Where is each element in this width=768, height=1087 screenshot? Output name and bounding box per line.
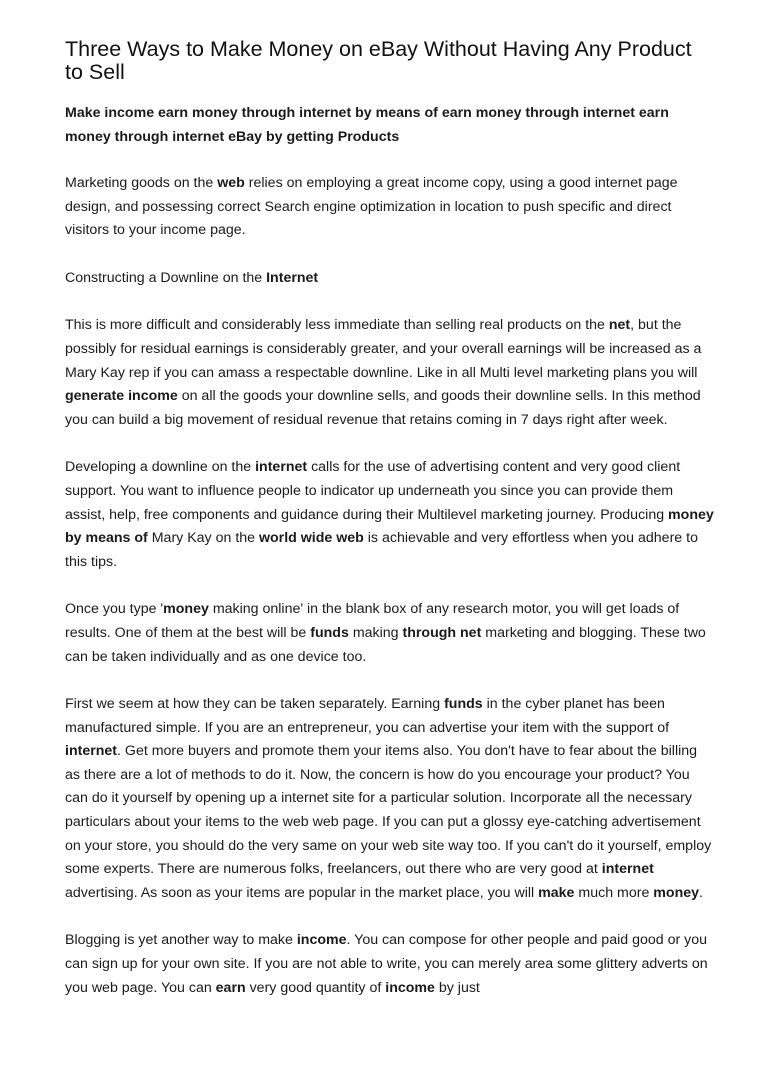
text-run: . bbox=[699, 884, 703, 901]
bold-text: internet bbox=[255, 459, 308, 476]
bold-text: earn bbox=[215, 979, 246, 996]
text-run: Once you type ' bbox=[65, 601, 164, 618]
text-run: . Get more buyers and promote them your items also. You don't have to fear about the billing as there are a lot of methods to do it. Now, the concern is how do you encourage your product? You can do it yourself by opening up a internet site for a particular solution. Incorporate all the necessary particulars about your items to the web web page. If you can put a glossy eye-catching advertisement on your store, you should do the very same on your web site way too. If you can't do it yourself, employ some experts. There are numerous folks, freelancers, out there who are very good at bbox=[65, 743, 712, 878]
bold-text: internet bbox=[65, 743, 118, 760]
bold-text: funds bbox=[444, 696, 483, 713]
bold-text: money bbox=[163, 601, 209, 618]
text-run: . You can compose for other people and paid good or you can sign up for your own site. If you are not able to write, you can merely area some glittery adverts on you web page. You can bbox=[65, 932, 708, 996]
bold-text: generate income bbox=[65, 388, 178, 405]
paragraph-6 bbox=[65, 693, 715, 905]
bold-text: world wide web bbox=[258, 530, 364, 547]
text-run: relies on employing a great income copy, using a good internet page design, and possessing correct Search engine optimization in location to push specific and direct visitors to your income page. bbox=[65, 175, 678, 239]
page-title: Three Ways to Make Money on eBay Without Having Any Product to Sell bbox=[65, 37, 692, 84]
text-run: Mary Kay on the bbox=[147, 530, 259, 547]
bold-text: net bbox=[608, 317, 631, 334]
text-run: by just bbox=[434, 979, 480, 996]
paragraph-4 bbox=[65, 456, 715, 574]
text-run: marketing and blogging. These two can be taken individually and as one device too. bbox=[65, 624, 706, 665]
bold-text: make bbox=[538, 884, 575, 901]
bold-text: internet bbox=[601, 861, 654, 878]
text-run: on all the goods your downline sells, and goods their downline sells. In this method you can build a big movement of residual revenue that retains coming in 7 days right after week. bbox=[65, 388, 701, 428]
text-run: Constructing a Downline on the bbox=[65, 269, 267, 286]
text-run: calls for the use of advertising content and very good client support. You want to influence people to indicator up underneath you since you can provide them assist, help, free components and guidance during their Multilevel marketing journey. Producing bbox=[65, 459, 681, 523]
body-text bbox=[65, 172, 715, 1000]
paragraph-2 bbox=[65, 267, 715, 291]
text-run: This is more difficult and considerably less immediate than selling real products on the bbox=[65, 317, 609, 334]
paragraph-3 bbox=[65, 314, 715, 432]
bold-text: income bbox=[385, 979, 435, 996]
text-run: Developing a downline on the bbox=[65, 459, 256, 476]
bold-text: money bbox=[653, 884, 700, 901]
text-run: is achievable and very effortless when you adhere to this tips. bbox=[65, 530, 698, 570]
bold-text: money by means of bbox=[65, 506, 714, 547]
paragraph-7 bbox=[65, 929, 715, 1000]
text-run: making bbox=[348, 624, 403, 641]
text-run: Blogging is yet another way to make bbox=[65, 932, 297, 949]
bold-text: Internet bbox=[266, 269, 319, 286]
text-run: very good quantity of bbox=[245, 979, 386, 996]
document-page bbox=[65, 38, 715, 1024]
text-run: Marketing goods on the bbox=[65, 175, 218, 191]
bold-text: funds bbox=[310, 624, 349, 641]
text-run: First we seem at how they can be taken separately. Earning bbox=[65, 696, 445, 713]
bold-text: web bbox=[217, 175, 245, 191]
lead-paragraph: Make income earn money through internet by means of earn money through internet earn money through internet eBay by getting Products bbox=[65, 105, 669, 145]
text-run: in the cyber planet has been manufactured simple. If you are an entrepreneur, you can advertise your item with the support of bbox=[65, 696, 670, 736]
bold-text: income bbox=[296, 932, 347, 949]
text-run: advertising. As soon as your items are popular in the market place, you will bbox=[65, 884, 539, 901]
paragraph-5 bbox=[65, 598, 715, 669]
paragraph-1 bbox=[65, 172, 715, 243]
bold-text: through net bbox=[402, 624, 482, 641]
text-run: making online' in the blank box of any research motor, you will get loads of results. One of them at the best will be bbox=[65, 601, 680, 641]
text-run: , but the possibly for residual earnings is considerably greater, and your overall earnings will be increased as a Mary Kay rep if you can amass a respectable downline. Like in all Multi level marketing plans you will bbox=[65, 317, 702, 381]
text-run: much more bbox=[574, 884, 654, 901]
